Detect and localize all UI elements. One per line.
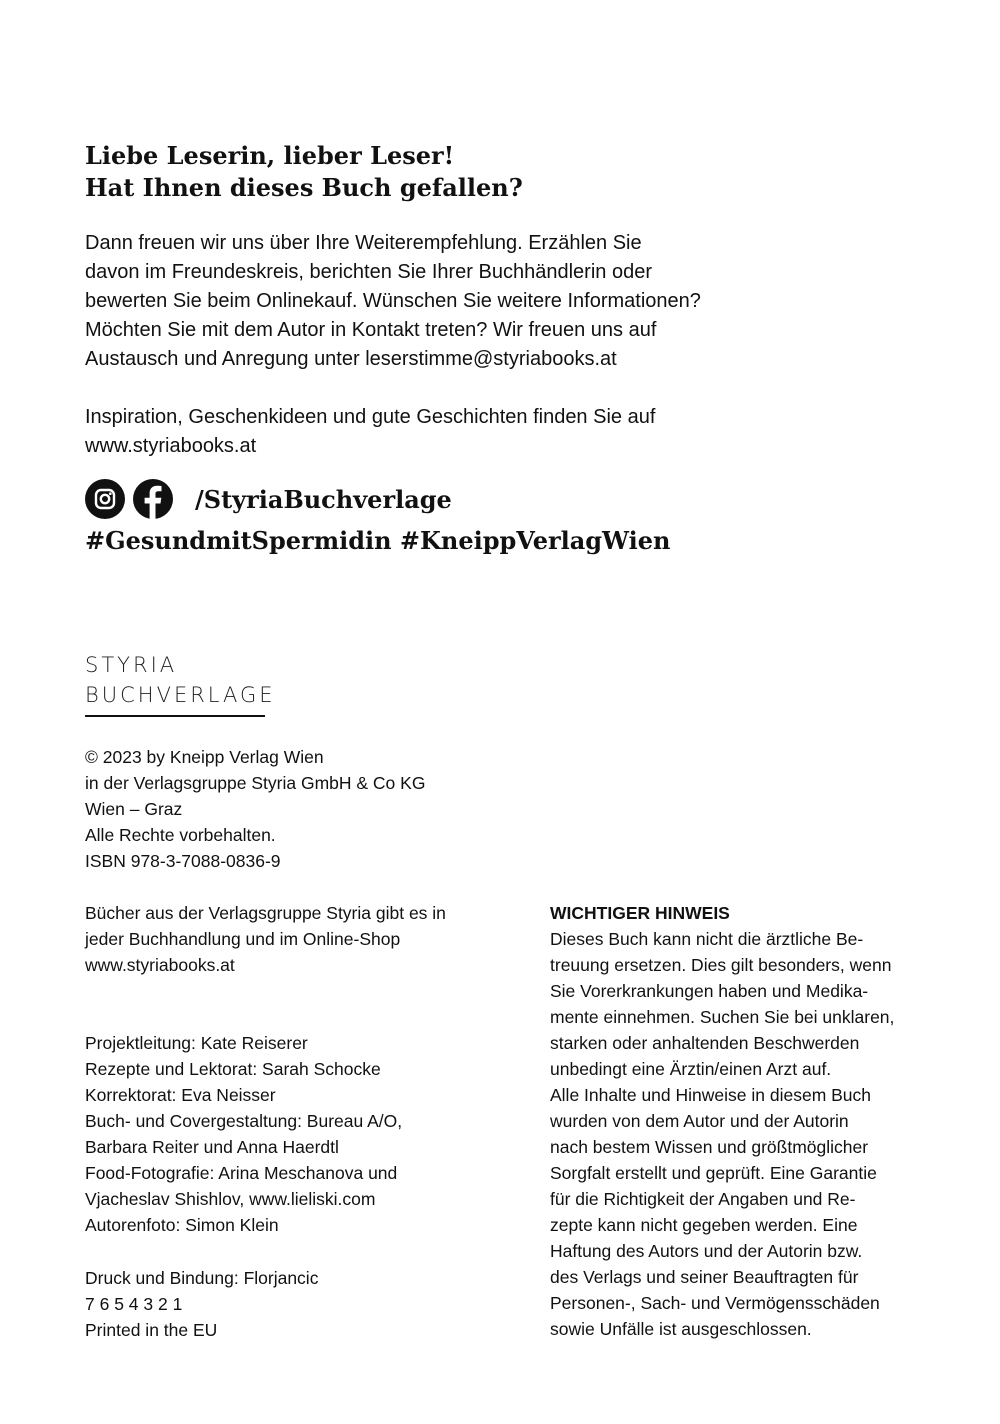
- credits-block: [85, 1030, 402, 1238]
- notice-line: Dieses Buch kann nicht die ärztliche Be-: [550, 929, 864, 949]
- isbn: ISBN 978-3-7088-0836-9: [85, 851, 281, 871]
- notice-line: nach bestem Wissen und größtmöglicher: [550, 1137, 869, 1157]
- notice-line: treuung ersetzen. Dies gilt besonders, wenn: [550, 955, 892, 975]
- notice-line: Personen-, Sach- und Vermögensschäden: [550, 1293, 880, 1313]
- credit-line: Projektleitung: Kate Reiserer: [85, 1033, 308, 1053]
- styria-logo: [85, 650, 276, 717]
- copyright-line: Wien – Graz: [85, 799, 183, 819]
- shop-link[interactable]: www.styriabooks.at: [85, 955, 235, 975]
- heading-line-1: Liebe Leserin, lieber Leser!: [85, 141, 455, 170]
- notice-line: Sie Vorerkrankungen haben und Medika-: [550, 981, 869, 1001]
- print-line: 7 6 5 4 3 2 1: [85, 1294, 183, 1314]
- notice-line: des Verlags und seiner Beauftragten für: [550, 1267, 859, 1287]
- social-handle[interactable]: /StyriaBuchverlage: [195, 484, 452, 514]
- credit-line: Korrektorat: Eva Neisser: [85, 1085, 276, 1105]
- intro-line: bewerten Sie beim Onlinekauf. Wünschen Sie weitere Informationen?: [85, 290, 701, 312]
- copyright-line: Alle Rechte vorbehalten.: [85, 825, 276, 845]
- facebook-icon[interactable]: [133, 479, 173, 519]
- intro-line: davon im Freundeskreis, berichten Sie Ihrer Buchhändlerin oder: [85, 261, 652, 283]
- notice-line: zepte kann nicht gegeben werden. Eine: [550, 1215, 858, 1235]
- notice-title: WICHTIGER HINWEIS: [550, 903, 730, 923]
- credit-line: Rezepte und Lektorat: Sarah Schocke: [85, 1059, 381, 1079]
- intro-text: [85, 229, 745, 461]
- notice-line: unbedingt eine Ärztin/einen Arzt auf.: [550, 1059, 832, 1079]
- website-link[interactable]: www.styriabooks.at: [85, 435, 257, 457]
- notice-line: Sorgfalt erstellt und geprüft. Eine Garantie: [550, 1163, 877, 1183]
- logo-underline: [85, 715, 265, 717]
- print-line: Printed in the EU: [85, 1320, 218, 1340]
- credit-line: Vjacheslav Shishlov, www.lieliski.com: [85, 1189, 376, 1209]
- notice-line: starken oder anhaltenden Beschwerden: [550, 1033, 860, 1053]
- credit-line: Buch- und Covergestaltung: Bureau A/O,: [85, 1111, 403, 1131]
- print-line: Druck und Bindung: Florjancic: [85, 1268, 319, 1288]
- credit-line: Food-Fotografie: Arina Meschanova und: [85, 1163, 398, 1183]
- availability-line: Bücher aus der Verlagsgruppe Styria gibt es in: [85, 903, 446, 923]
- heading-line-2: Hat Ihnen dieses Buch gefallen?: [85, 173, 523, 202]
- notice-line: Haftung des Autors und der Autorin bzw.: [550, 1241, 863, 1261]
- copyright-block: [85, 744, 425, 874]
- notice-block: [550, 900, 894, 1342]
- copyright-line: in der Verlagsgruppe Styria GmbH & Co KG: [85, 773, 426, 793]
- credit-line: Barbara Reiter und Anna Haerdtl: [85, 1137, 339, 1157]
- intro-line: Austausch und Anregung unter leserstimme@styriabooks.at: [85, 348, 617, 370]
- logo-line-1: STYRIA: [85, 653, 178, 677]
- reader-heading: [85, 140, 523, 204]
- instagram-icon[interactable]: [85, 479, 125, 519]
- notice-line: mente einnehmen. Suchen Sie bei unklaren,: [550, 1007, 895, 1027]
- intro-line: Dann freuen wir uns über Ihre Weiterempfehlung. Erzählen Sie: [85, 232, 642, 254]
- notice-line: wurden von dem Autor und der Autorin: [550, 1111, 849, 1131]
- copyright-line: © 2023 by Kneipp Verlag Wien: [85, 747, 324, 767]
- hashtags: #GesundmitSpermidin #KneippVerlagWien: [85, 526, 671, 555]
- print-block: [85, 1265, 318, 1343]
- social-row: [85, 478, 452, 520]
- availability-block: [85, 900, 446, 978]
- availability-line: jeder Buchhandlung und im Online-Shop: [85, 929, 401, 949]
- intro-line: Inspiration, Geschenkideen und gute Geschichten finden Sie auf: [85, 406, 656, 428]
- credit-line: Autorenfoto: Simon Klein: [85, 1215, 279, 1235]
- notice-line: Alle Inhalte und Hinweise in diesem Buch: [550, 1085, 872, 1105]
- logo-line-2: BUCHVERLAGE: [85, 683, 276, 707]
- notice-line: sowie Unfälle ist ausgeschlossen.: [550, 1319, 812, 1339]
- notice-line: für die Richtigkeit der Angaben und Re-: [550, 1189, 856, 1209]
- intro-line: Möchten Sie mit dem Autor in Kontakt treten? Wir freuen uns auf: [85, 319, 657, 341]
